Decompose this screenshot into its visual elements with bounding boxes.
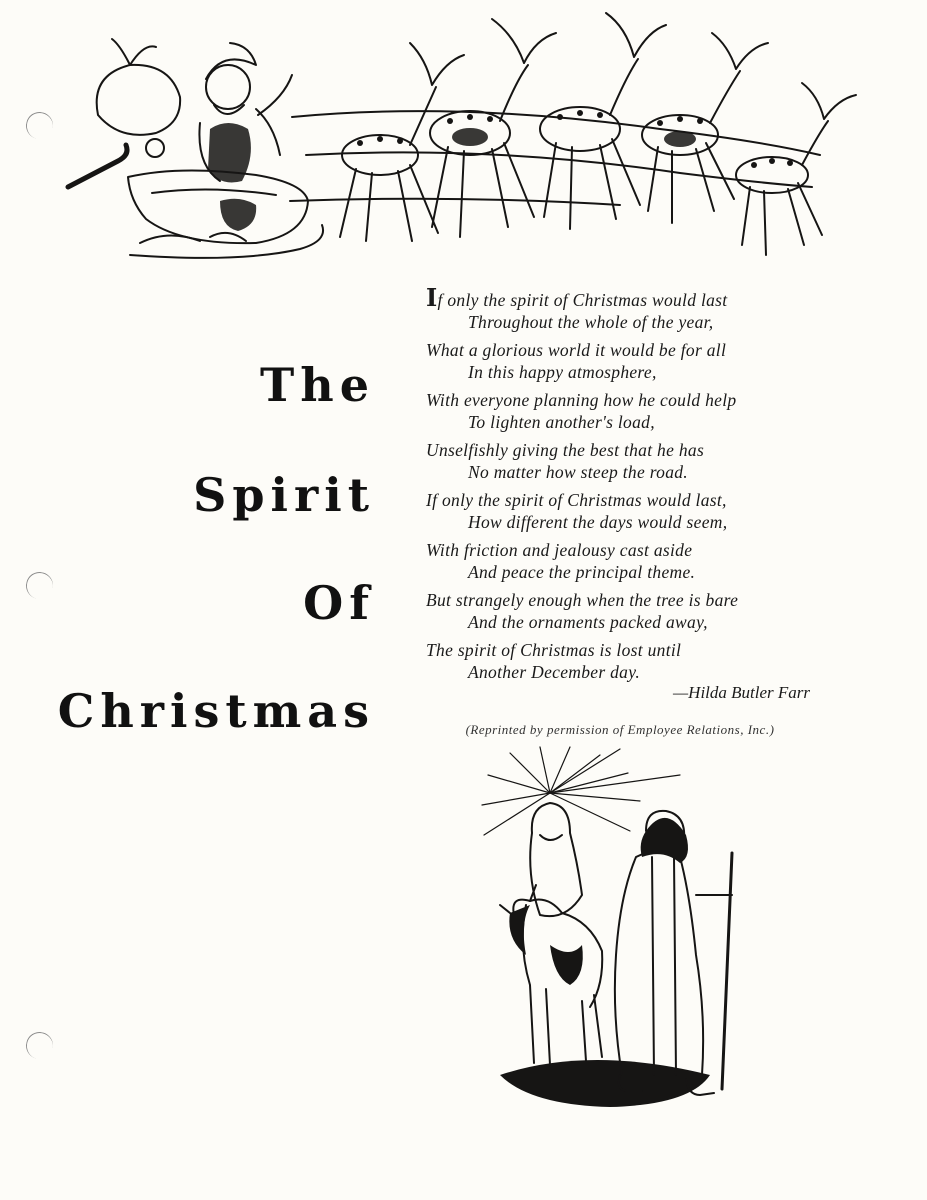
poem-line: With friction and jealousy cast aside bbox=[426, 540, 693, 560]
poem-stanza bbox=[426, 439, 826, 483]
poem-line: Another December day. bbox=[468, 662, 641, 682]
punch-hole-bottom bbox=[23, 1029, 55, 1061]
poem-stanza bbox=[426, 389, 826, 433]
poem-line: And the ornaments packed away, bbox=[468, 612, 708, 632]
poem-stanza bbox=[426, 489, 826, 533]
reprint-credit: (Reprinted by permission of Employee Relations, Inc.) bbox=[465, 722, 775, 737]
nativity-journey-icon bbox=[470, 745, 760, 1125]
poem-line: If only the spirit of Christmas would last, bbox=[426, 490, 727, 510]
poem-line: But strangely enough when the tree is bare bbox=[426, 590, 739, 610]
poem-author: —Hilda Butler Farr bbox=[673, 683, 810, 702]
poem-stanza bbox=[426, 639, 826, 683]
poem-stanza bbox=[426, 339, 826, 383]
poem-line: What a glorious world it would be for all bbox=[426, 340, 727, 360]
punch-hole-middle bbox=[23, 569, 55, 601]
poem-line: Unselfishly giving the best that he has bbox=[426, 440, 705, 460]
title-line-spirit: Spirit bbox=[193, 468, 375, 522]
poem bbox=[426, 283, 826, 689]
poem-line: To lighten another's load, bbox=[468, 412, 655, 432]
poem-line-text: f only the spirit of Christmas would last bbox=[437, 290, 728, 310]
poem-line: No matter how steep the road. bbox=[468, 462, 688, 482]
poem-stanza bbox=[426, 283, 826, 333]
poem-stanza bbox=[426, 539, 826, 583]
poem-line: With everyone planning how he could help bbox=[426, 390, 737, 410]
poem-line: The spirit of Christmas is lost until bbox=[426, 640, 682, 660]
poem-line: In this happy atmosphere, bbox=[468, 362, 657, 382]
poem-line: Throughout the whole of the year, bbox=[468, 312, 714, 332]
title-line-the: The bbox=[260, 358, 375, 412]
title-line-of: Of bbox=[303, 576, 375, 630]
poem-line: And peace the principal theme. bbox=[468, 562, 696, 582]
santa-sleigh-reindeer-icon bbox=[60, 5, 860, 275]
poem-line: How different the days would seem, bbox=[468, 512, 728, 532]
title-line-christmas: Christmas bbox=[57, 684, 375, 738]
poem-dropcap: I bbox=[426, 283, 438, 312]
poem-line bbox=[426, 283, 826, 312]
poem-stanza bbox=[426, 589, 826, 633]
punch-hole-top bbox=[23, 109, 55, 141]
